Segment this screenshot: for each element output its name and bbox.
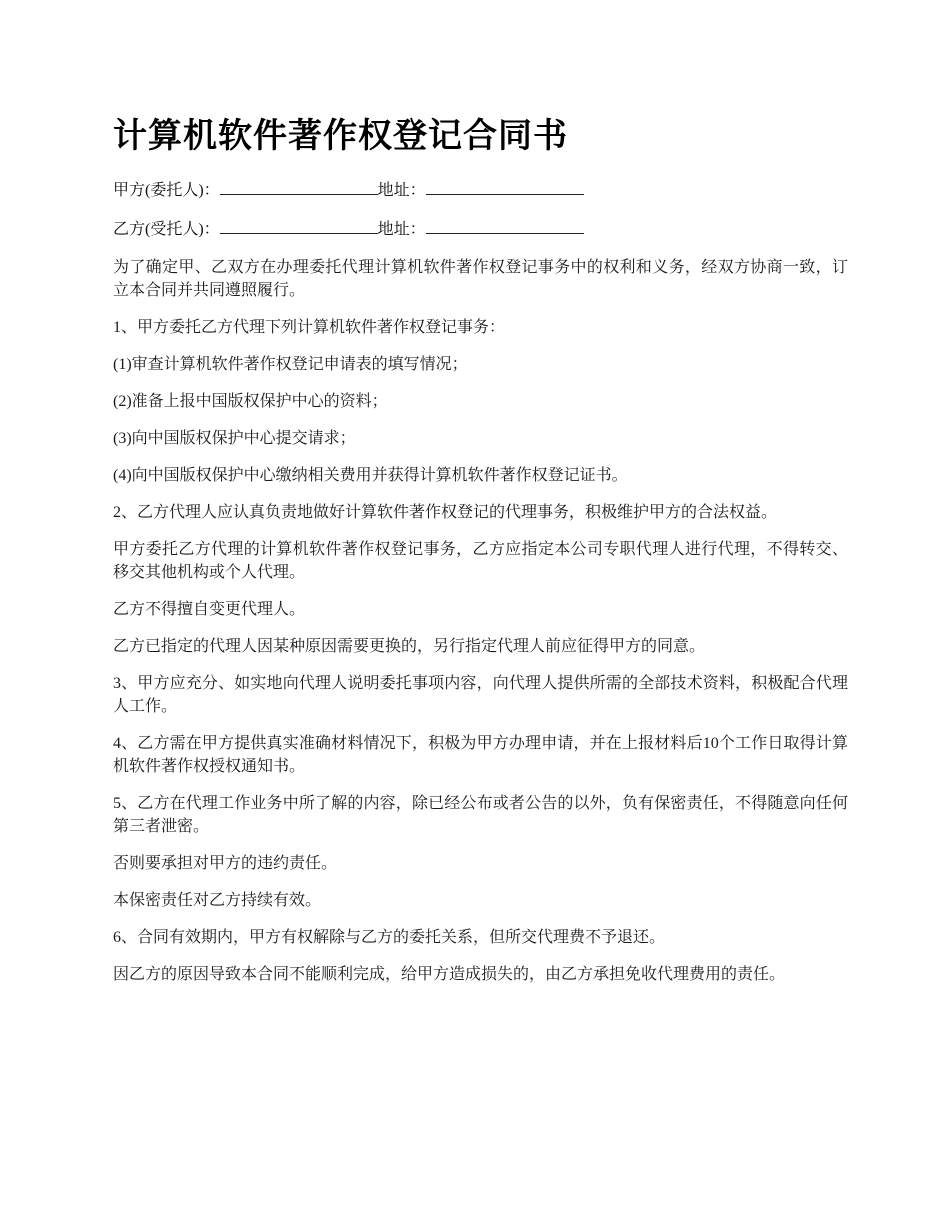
party-b-address-label: 地址：	[377, 221, 426, 238]
paragraph-item-4: (4)向中国版权保护中心缴纳相关费用并获得计算机软件著作权登记证书。	[113, 467, 628, 484]
party-b-address-blank	[426, 217, 584, 234]
paragraph-clause-4: 4、乙方需在甲方提供真实准确材料情况下，积极为甲方办理申请，并在上报材料后10个工作日取得计算机软件著作权授权通知书。	[113, 735, 848, 775]
party-a-line	[113, 178, 848, 202]
party-a-label: 甲方(委托人)：	[113, 182, 220, 199]
document-title: 计算机软件著作权登记合同书	[113, 116, 568, 156]
party-a-name-blank	[220, 178, 378, 195]
party-a-address-label: 地址：	[377, 182, 426, 199]
paragraph-clause-5: 5、乙方在代理工作业务中所了解的内容，除已经公布或者公告的以外，负有保密责任，不得随意向任何第三者泄密。	[113, 795, 848, 835]
paragraph-item-3: (3)向中国版权保护中心提交请求；	[113, 430, 356, 447]
paragraph-clause-2-detail: 甲方委托乙方代理的计算机软件著作权登记事务，乙方应指定本公司专职代理人进行代理，不得转交、移交其他机构或个人代理。	[113, 541, 848, 581]
paragraph-clause-1: 1、甲方委托乙方代理下列计算机软件著作权登记事务：	[113, 319, 506, 336]
paragraph-item-1: (1)审查计算机软件著作权登记申请表的填写情况；	[113, 356, 468, 373]
document-page	[113, 112, 848, 1000]
paragraph-clause-6-breach: 因乙方的原因导致本合同不能顺利完成，给甲方造成损失的，由乙方承担免收代理费用的责任。	[113, 966, 786, 983]
paragraph-item-2: (2)准备上报中国版权保护中心的资料；	[113, 393, 388, 410]
paragraph-preamble: 为了确定甲、乙双方在办理委托代理计算机软件著作权登记事务中的权利和义务，经双方协商一致，订立本合同并共同遵照履行。	[113, 259, 848, 299]
party-b-line	[113, 217, 848, 241]
party-b-label: 乙方(受托人)：	[113, 221, 220, 238]
paragraph-clause-2-replacement: 乙方已指定的代理人因某种原因需要更换的，另行指定代理人前应征得甲方的同意。	[113, 638, 706, 655]
paragraph-clause-5-duration: 本保密责任对乙方持续有效。	[113, 892, 322, 909]
paragraph-clause-5-liability: 否则要承担对甲方的违约责任。	[113, 855, 338, 872]
paragraph-clause-3: 3、甲方应充分、如实地向代理人说明委托事项内容，向代理人提供所需的全部技术资料，积极配合代理人工作。	[113, 675, 848, 715]
paragraph-clause-2: 2、乙方代理人应认真负责地做好计算软件著作权登记的代理事务，积极维护甲方的合法权益。	[113, 504, 778, 521]
party-a-address-blank	[426, 178, 584, 195]
party-b-name-blank	[220, 217, 378, 234]
paragraph-clause-6: 6、合同有效期内，甲方有权解除与乙方的委托关系，但所交代理费不予退还。	[113, 929, 666, 946]
paragraph-clause-2-no-change: 乙方不得擅自变更代理人。	[113, 601, 306, 618]
